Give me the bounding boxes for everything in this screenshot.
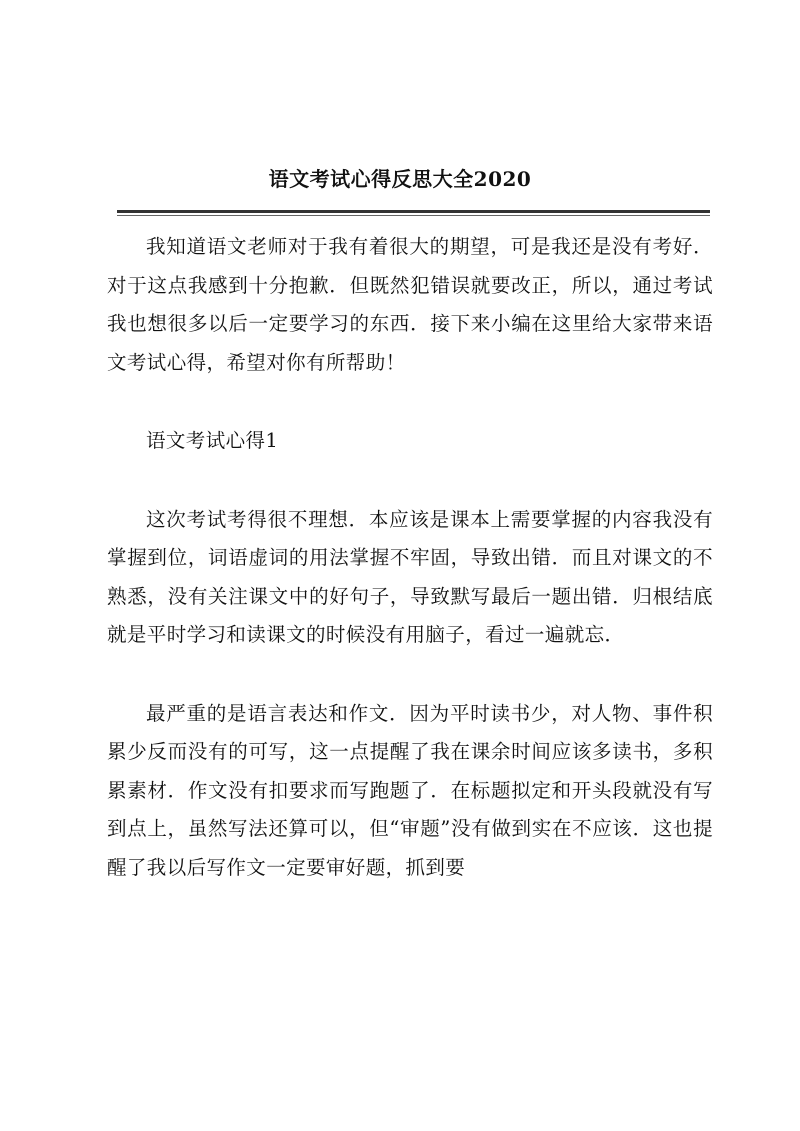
- document-body: [107, 228, 713, 887]
- section-heading: 语文考试心得1: [146, 429, 279, 452]
- document-title: 语文考试心得反思大全2020: [268, 167, 532, 191]
- intro-paragraph: 我知道语文老师对于我有着很大的期望，可是我还是没有考好．对于这点我感到十分抱歉．但既然犯错误就要改正，所以，通过考试我也想很多以后一定要学习的东西．接下来小编在这里给大家带来语文考试心得，希望对你有所帮助！: [107, 235, 713, 374]
- title-divider-thick: [117, 210, 710, 213]
- body-paragraph-1: 这次考试考得很不理想．本应该是课本上需要掌握的内容我没有掌握到位，词语虚词的用法掌握不牢固，导致出错．而且对课文的不熟悉，没有关注课文中的好句子，导致默写最后一题出错．归根结底就是平时学习和读课文的时候没有用脑子，看过一遍就忘．: [107, 507, 713, 646]
- paragraph-gap: [107, 655, 713, 695]
- paragraph-gap: [107, 382, 713, 422]
- title-divider-thin: [117, 215, 710, 216]
- paragraph-gap: [107, 461, 713, 501]
- body-paragraph-2: 最严重的是语言表达和作文．因为平时读书少，对人物、事件积累少反而没有的可写，这一点提醒了我在课余时间应该多读书，多积累素材．作文没有扣要求而写跑题了．在标题拟定和开头段就没有写到点上，虽然写法还算可以，但“审题”没有做到实在不应该．这也提醒了我以后写作文一定要审好题，抓到要: [107, 701, 713, 879]
